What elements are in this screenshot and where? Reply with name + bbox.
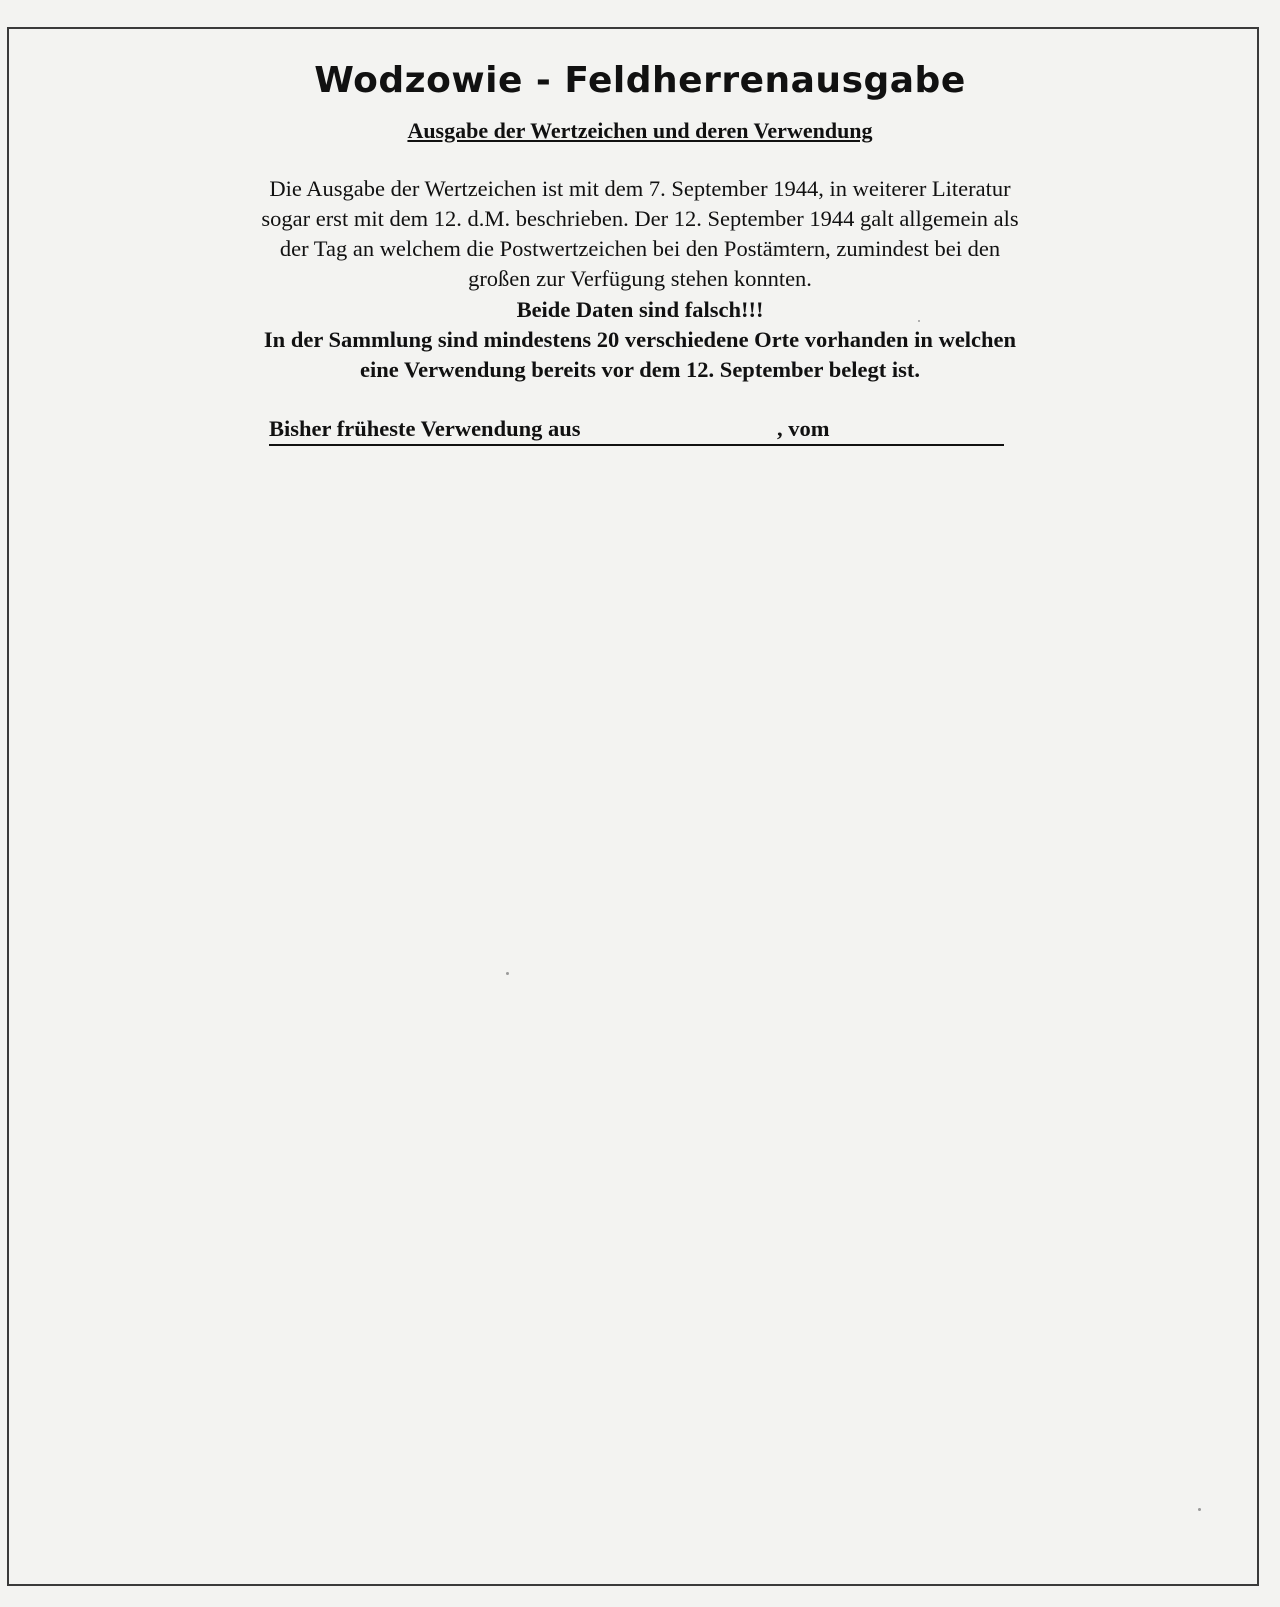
earliest-usage-location-label: Bisher früheste Verwendung aus [269,416,581,441]
paper-speck [1198,1508,1201,1511]
intro-paragraph [180,174,1100,294]
emphasis-line: Beide Daten sind falsch!!! [516,297,764,322]
paragraph-line: Die Ausgabe der Wertzeichen ist mit dem 7. September 1944, in weiterer Literatur [269,176,1011,201]
page-subtitle: Ausgabe der Wertzeichen und deren Verwendung [407,118,873,143]
emphasis-line: In der Sammlung sind mindestens 20 verschiedene Orte vorhanden in welchen [263,327,1017,352]
emphasis-paragraph [150,295,1130,385]
page-title: Wodzowie - Feldherrenausgabe [314,60,966,101]
paragraph-line: großen zur Verfügung stehen konnten. [468,266,812,291]
earliest-usage-date-label: , vom [777,416,830,441]
emphasis-line: eine Verwendung bereits vor dem 12. September belegt ist. [360,357,920,382]
earliest-usage-fill-in-line [269,414,1004,446]
paragraph-line: der Tag an welchem die Postwertzeichen bei den Postämtern, zumindest bei den [279,236,1001,261]
paragraph-line: sogar erst mit dem 12. d.M. beschrieben. Der 12. September 1944 galt allgemein als [261,206,1019,231]
paper-speck [918,320,920,322]
paper-speck [506,972,509,975]
